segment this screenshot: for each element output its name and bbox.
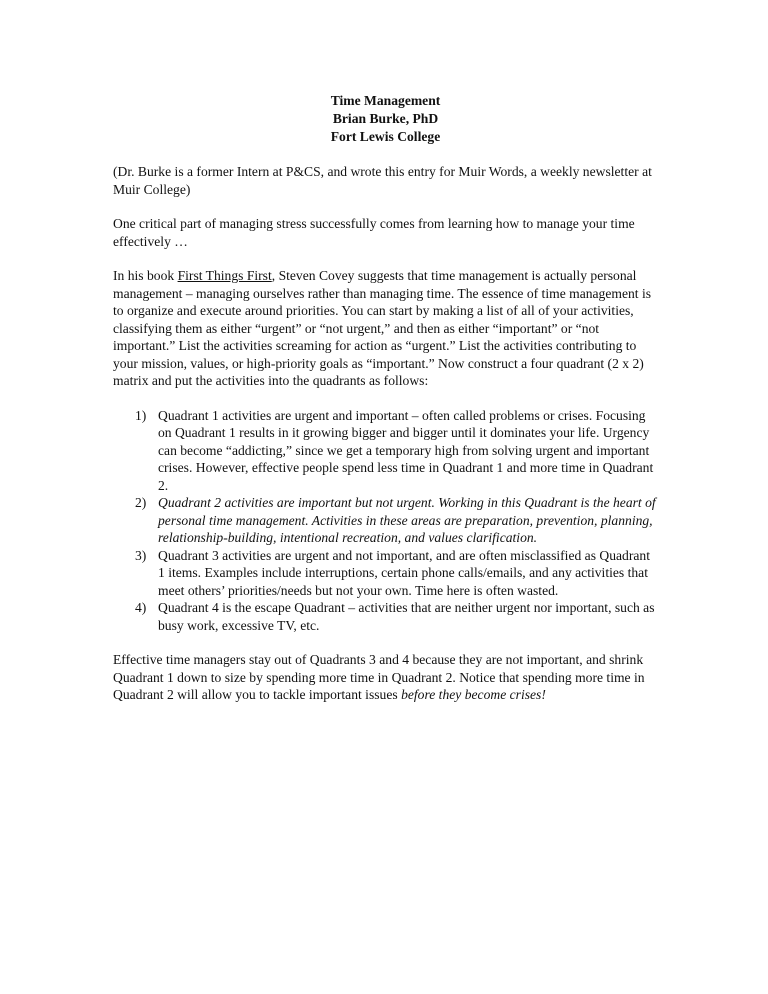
author-affiliation: Fort Lewis College (330, 129, 441, 144)
list-item (113, 547, 658, 600)
list-item-text: Quadrant 1 activities are urgent and important – often called problems or crises. Focusing on Quadrant 1 results in it growing bigger and bigger until it dominates your life. Urgency can become “addicting,” since we get a temporary high from solving urgent and important crises. However, effective people spend less time in Quadrant 1 and more time in Quadrant 2. (158, 407, 654, 493)
document-body (113, 92, 658, 721)
intro-note: (Dr. Burke is a former Intern at P&CS, and wrote this entry for Muir Words, a weekly newsletter at Muir College) (113, 164, 652, 197)
list-item-number: 2) (135, 495, 147, 510)
author-name: Brian Burke, PhD (332, 111, 439, 126)
book-title: First Things First (177, 268, 272, 283)
list-item (113, 494, 658, 547)
list-item-number: 3) (135, 547, 147, 563)
paragraph-intro: One critical part of managing stress successfully comes from learning how to manage your time effectively … (113, 216, 635, 249)
list-item-text: Quadrant 3 activities are urgent and not important, and are often misclassified as Quadrant 1 items. Examples include interruptions, certain phone calls/emails, and any activities that meet others’ priorities/needs but not your own. Time here is often wasted. (158, 547, 650, 598)
list-item (113, 407, 658, 495)
document-title: Time Management (330, 93, 441, 108)
list-item-text: Quadrant 2 activities are important but not urgent. Working in this Quadrant is the heart of personal time management. Activities in these areas are preparation, prevention, planning, relationship-building, intentional recreation, and values clarification. (158, 495, 656, 545)
paragraph-conclusion (113, 651, 658, 704)
list-item-text: Quadrant 4 is the escape Quadrant – activities that are neither urgent nor important, such as busy work, excessive TV, etc. (158, 600, 655, 633)
paragraph-covey (113, 267, 658, 390)
quadrant-list (113, 407, 658, 635)
list-item-number: 4) (135, 600, 147, 615)
conclusion-emphasis: before they become crises! (401, 687, 546, 702)
paragraph-covey-prefix: In his book (113, 268, 178, 283)
paragraph-covey-body: , Steven Covey suggests that time management is actually personal management – managing ourselves rather than managing time. The essence of time management is to organize and execute around priorities. You can start by making a list of all of your activities, classifying them as either “urgent” or “not urgent,” and then as either “important” or “not important.” List the activities screaming for action as “urgent.” List the activities contributing to your mission, values, or high-priority goals as “important.” Now construct a four quadrant (2 x 2) matrix and put the activities into the quadrants as follows: (113, 268, 652, 388)
conclusion-text: Effective time managers stay out of Quadrants 3 and 4 because they are not important, and shrink Quadrant 1 down to size by spending more time in Quadrant 2. Notice that spending more time in Quadrant 2 will allow you to tackle important issues (113, 652, 645, 702)
title-block (113, 92, 658, 146)
list-item (113, 599, 658, 634)
list-item-number: 1) (135, 407, 147, 423)
